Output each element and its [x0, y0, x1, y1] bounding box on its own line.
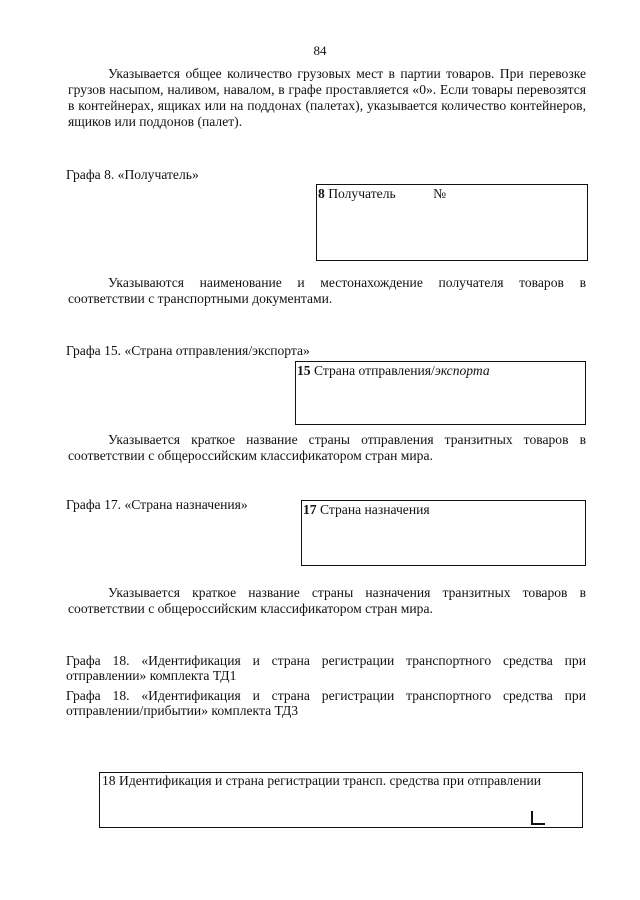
graph-15-description: Указывается краткое название страны отправления транзитных товаров в соответствии с общероссийским классификатором стран мира. [68, 432, 586, 463]
graph-8-description: Указываются наименование и местонахождение получателя товаров в соответствии с транспортными документами. [68, 275, 586, 306]
graph-15-box-number: 15 [297, 363, 311, 378]
page-number: 84 [313, 43, 327, 58]
graph-17-heading: Графа 17. «Страна назначения» [66, 497, 248, 512]
graph-8-box-number: 8 [318, 186, 325, 201]
graph-18-heading-td3: Графа 18. «Идентификация и страна регистрации транспортного средства при отправлении/прибытии» комплекта ТД3 [66, 688, 586, 718]
graph-18-box-label: Идентификация и страна регистрации трансп. средства при отправлении [119, 773, 542, 788]
graph-18-heading-td1: Графа 18. «Идентификация и страна регистрации транспортного средства при отправлении» комплекта ТД1 [66, 653, 586, 683]
graph-18-corner-mark-horizontal [531, 823, 545, 825]
graph-17-box-label: Страна назначения [320, 502, 430, 517]
graph-15-box-label-italic: экспорта [434, 363, 490, 378]
graph-15-heading: Графа 15. «Страна отправления/экспорта» [66, 343, 310, 358]
graph-17-box-number: 17 [303, 502, 317, 517]
graph-8-box-label: Получатель [328, 186, 396, 201]
graph-17-description: Указывается краткое название страны назначения транзитных товаров в соответствии с общероссийским классификатором стран мира. [68, 585, 586, 616]
graph-18-form-box [99, 772, 583, 828]
graph-8-box-sign: № [433, 186, 447, 201]
graph-18-box-number: 18 [102, 773, 116, 788]
graph-15-box-label: Страна отправления/ [314, 363, 435, 378]
graph-8-heading: Графа 8. «Получатель» [66, 167, 199, 182]
graph-17-form-box [301, 500, 586, 566]
intro-paragraph: Указывается общее количество грузовых мест в партии товаров. При перевозке грузов насыпом, наливом, навалом, в графе проставляется «0». Если товары перевозятся в контейнерах, ящиках или на поддонах (палетах), указывается количество контейнеров, ящиков или поддонов (палет). [68, 66, 586, 129]
graph-8-form-box [316, 184, 588, 261]
graph-15-form-box [295, 361, 586, 425]
